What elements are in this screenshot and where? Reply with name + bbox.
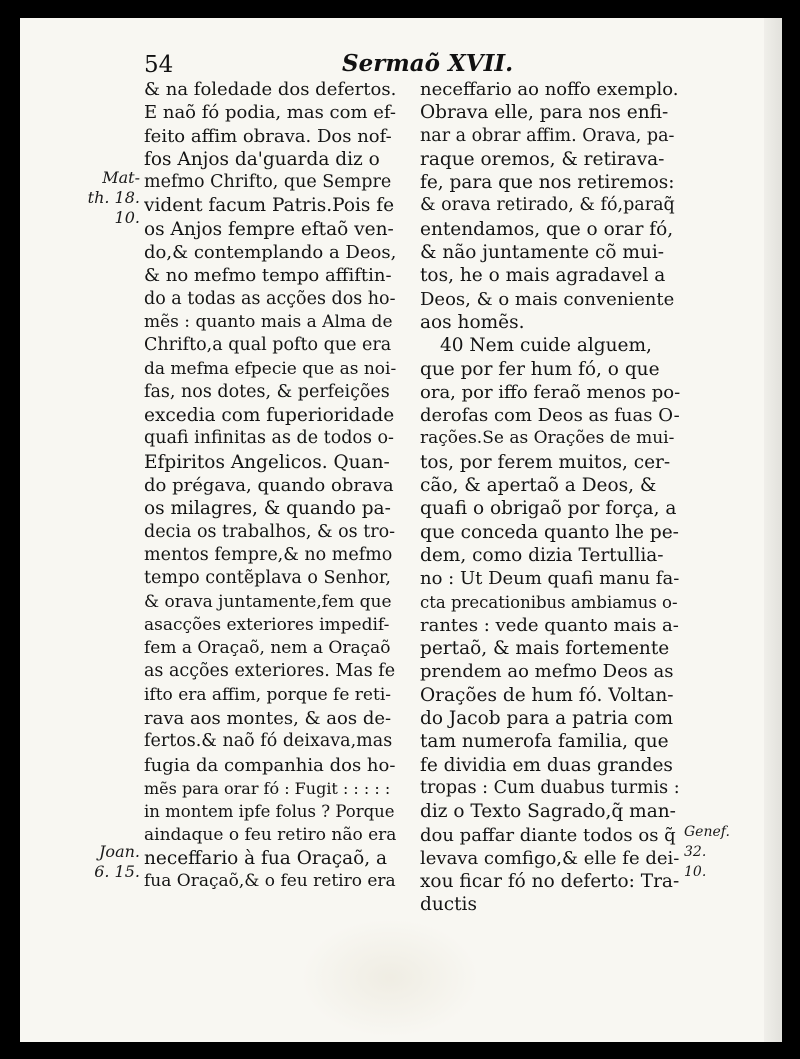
text-line: derofas com Deos as fuas O- [420,405,680,427]
text-line: tropas : Cum duabus turmis : [420,777,680,798]
text-line: ora, por iffo feraõ menos po- [420,381,680,403]
text-line: feito affim obrava. Dos nof- [144,125,392,147]
text-line: diz o Texto Sagrado,q̃ man- [420,801,676,823]
page-number: 54 [144,52,174,78]
margin-note-right: Genef. 32. 10. [684,824,730,880]
page-edge [764,18,782,1042]
text-line: fe, para que nos retiremos: [420,172,675,194]
text-line: Orações de hum fó. Voltan- [420,684,674,706]
text-line: excedia com fuperioridade [144,405,395,427]
text-line: cão, & apertaõ a Deos, & [420,475,657,497]
text-line: fas, nos dotes, & perfeições [144,381,390,402]
text-line: cta precationibus ambiamus o- [420,592,678,612]
text-line: no : Ut Deum quafi manu fa- [420,568,680,590]
text-line: 40 Nem cuide alguem, [440,335,652,357]
text-line: do a todas as acções dos ho- [144,288,396,309]
text-line: aos homẽs. [420,311,525,333]
text-line: fertos.& naõ fó deixava,mas [144,731,393,752]
text-line: do prégava, quando obrava [144,475,394,497]
text-line: fos Anjos da'guarda diz o [144,148,380,170]
text-line: Deos, & o mais conveniente [420,288,675,310]
text-line: fua Oraçaõ,& o feu retiro era [144,871,396,892]
text-line: fem a Oraçaõ, nem a Oraçaõ [144,638,391,659]
text-line: fugia da companhia dos ho- [144,754,396,776]
text-line: mefmo Chrifto, que Sempre [144,172,392,193]
text-line: & não juntamente cõ mui- [420,242,665,264]
text-line: mentos fempre,& no mefmo [144,544,393,565]
text-line: tam numerofa familia, que [420,731,669,753]
text-line: in montem ipfe folus ? Porque [144,802,395,822]
text-line: nar a obrar affim. Orava, pa- [420,125,675,146]
text-line: que por fer hum fó, o que [420,358,660,380]
text-line: os milagres, & quando pa- [144,498,391,520]
text-line: prendem ao mefmo Deos as [420,661,674,683]
text-line: raque oremos, & retirava- [420,148,665,170]
text-line: quafi o obrigaõ por força, a [420,498,677,520]
text-line: rantes : vede quanto mais a- [420,614,679,636]
text-line: neceffario à fua Oraçaõ, a [144,847,388,869]
text-line: & na foledade dos defertos. [144,79,396,100]
text-line: decia os trabalhos, & os tro- [144,521,396,542]
text-line: dem, como dizia Tertullia- [420,544,664,566]
text-line: xou ficar fó no deferto: Tra- [420,871,680,893]
text-line: tos, he o mais agradavel a [420,265,666,287]
text-line: levava comfigo,& elle fe dei- [420,847,680,869]
text-line: tos, por ferem muitos, cer- [420,451,671,473]
paper-stain [300,918,480,1038]
text-line: asacções exteriores impedif- [144,614,390,635]
text-line: Obrava elle, para nos enfi- [420,102,669,124]
text-line: da mefma efpecie que as noi- [144,358,396,379]
running-title: Sermaõ XVII. [342,50,514,77]
text-line: do,& contemplando a Deos, [144,242,396,264]
left-text-column [144,78,396,893]
text-line: neceffario ao noffo exemplo. [420,79,679,100]
text-line: dou paffar diante todos os q̃ [420,824,676,846]
text-line: E naõ fó podia, mas com ef- [144,102,396,124]
text-line: Chrifto,a qual pofto que era [144,335,392,356]
text-line: Efpiritos Angelicos. Quan- [144,451,390,473]
text-line: que conceda quanto lhe pe- [420,521,679,543]
margin-note-left-bottom: Joan. 6. 15. [94,842,140,881]
text-line: entendamos, que o orar fó, [420,218,674,240]
text-line: mẽs : quanto mais a Alma de [144,311,393,332]
text-line: & orava juntamente,fem que [144,591,392,612]
text-line: ductis [420,894,477,916]
text-line: & no mefmo tempo affiftin- [144,265,392,287]
text-line: do Jacob para a patria com [420,708,674,730]
text-line: vident facum Patris.Pois fe [144,195,395,217]
text-line: pertaõ, & mais fortemente [420,638,670,660]
text-line: rava aos montes, & aos de- [144,708,392,730]
text-line: os Anjos fempre eftaõ ven- [144,218,394,240]
text-line: quafi infinitas as de todos o- [144,428,394,449]
text-line: fe dividia em duas grandes [420,754,673,776]
text-line: & orava retirado, & fó,paraq̃ [420,195,675,216]
text-line: rações.Se as Orações de mui- [420,428,675,449]
text-line: ifto era affim, porque fe reti- [144,684,391,705]
text-line: tempo contẽplava o Senhor, [144,568,391,589]
text-line: as acções exteriores. Mas fe [144,661,396,682]
text-line: aindaque o feu retiro não era [144,824,396,845]
right-text-column [420,78,680,917]
margin-note-left-top: Mat- th. 18. 10. [87,168,140,227]
text-line: mẽs para orar fó : Fugit : : : : : [144,778,391,798]
book-page [20,18,782,1042]
